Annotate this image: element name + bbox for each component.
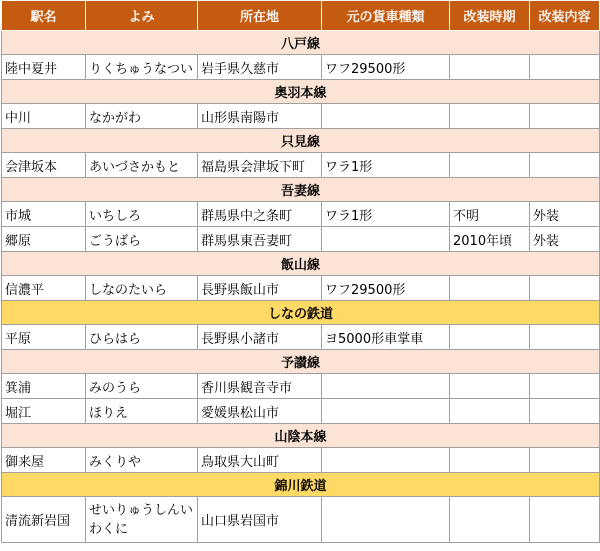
line-name: 只見線 xyxy=(2,129,600,153)
station-row xyxy=(2,202,600,227)
station-table xyxy=(1,0,600,543)
renovation-content-cell: 外装 xyxy=(530,202,600,227)
original-car-type-cell: ワフ29500形 xyxy=(322,55,450,80)
location-cell: 長野県飯山市 xyxy=(198,276,322,301)
original-car-type-cell: ワラ1形 xyxy=(322,153,450,178)
reading-cell: ひらはら xyxy=(86,325,198,350)
station-name-cell: 平原 xyxy=(2,325,86,350)
original-car-type-cell xyxy=(322,227,450,252)
renovation-content-cell xyxy=(530,497,600,543)
station-name-cell: 御来屋 xyxy=(2,448,86,473)
line-header-row xyxy=(2,129,600,153)
station-row xyxy=(2,374,600,399)
station-row xyxy=(2,227,600,252)
renovation-content-cell xyxy=(530,325,600,350)
location-cell: 愛媛県松山市 xyxy=(198,399,322,424)
line-name: 錦川鉄道 xyxy=(2,473,600,497)
reading-cell: みくりや xyxy=(86,448,198,473)
header-reading: よみ xyxy=(86,1,198,31)
line-header-row xyxy=(2,350,600,374)
renovation-content-cell xyxy=(530,374,600,399)
renovation-content-cell: 外装 xyxy=(530,227,600,252)
station-name-cell: 信濃平 xyxy=(2,276,86,301)
renovation-period-cell xyxy=(450,153,530,178)
station-name-cell: 陸中夏井 xyxy=(2,55,86,80)
renovation-period-cell xyxy=(450,399,530,424)
station-name-cell: 郷原 xyxy=(2,227,86,252)
renovation-content-cell xyxy=(530,448,600,473)
location-cell: 長野県小諸市 xyxy=(198,325,322,350)
station-row xyxy=(2,104,600,129)
renovation-period-cell: 2010年頃 xyxy=(450,227,530,252)
original-car-type-cell xyxy=(322,448,450,473)
line-header-row xyxy=(2,31,600,55)
original-car-type-cell xyxy=(322,374,450,399)
reading-cell: ほりえ xyxy=(86,399,198,424)
original-car-type-cell xyxy=(322,399,450,424)
header-row xyxy=(2,1,600,31)
location-cell: 山形県南陽市 xyxy=(198,104,322,129)
reading-cell: ごうばら xyxy=(86,227,198,252)
renovation-period-cell xyxy=(450,276,530,301)
original-car-type-cell: ワラ1形 xyxy=(322,202,450,227)
station-row xyxy=(2,448,600,473)
line-name: 山陰本線 xyxy=(2,424,600,448)
line-header-row xyxy=(2,178,600,202)
location-cell: 山口県岩国市 xyxy=(198,497,322,543)
table-body xyxy=(2,31,600,543)
renovation-content-cell xyxy=(530,276,600,301)
renovation-period-cell xyxy=(450,497,530,543)
reading-cell: なかがわ xyxy=(86,104,198,129)
renovation-period-cell xyxy=(450,325,530,350)
line-header-row xyxy=(2,252,600,276)
renovation-content-cell xyxy=(530,55,600,80)
reading-cell: しなのたいら xyxy=(86,276,198,301)
line-name: 奥羽本線 xyxy=(2,80,600,104)
renovation-period-cell: 不明 xyxy=(450,202,530,227)
reading-cell: みのうら xyxy=(86,374,198,399)
location-cell: 群馬県中之条町 xyxy=(198,202,322,227)
station-name-cell: 清流新岩国 xyxy=(2,497,86,543)
header-original-car-type: 元の貨車種類 xyxy=(322,1,450,31)
station-row xyxy=(2,55,600,80)
location-cell: 鳥取県大山町 xyxy=(198,448,322,473)
renovation-period-cell xyxy=(450,104,530,129)
location-cell: 香川県観音寺市 xyxy=(198,374,322,399)
original-car-type-cell xyxy=(322,104,450,129)
station-name-cell: 堀江 xyxy=(2,399,86,424)
station-name-cell: 箕浦 xyxy=(2,374,86,399)
renovation-period-cell xyxy=(450,374,530,399)
renovation-content-cell xyxy=(530,153,600,178)
renovation-period-cell xyxy=(450,448,530,473)
reading-cell: りくちゅうなつい xyxy=(86,55,198,80)
station-name-cell: 市城 xyxy=(2,202,86,227)
line-name: 予讃線 xyxy=(2,350,600,374)
original-car-type-cell: ヨ5000形車掌車 xyxy=(322,325,450,350)
station-row xyxy=(2,276,600,301)
line-name: 吾妻線 xyxy=(2,178,600,202)
reading-cell: あいづさかもと xyxy=(86,153,198,178)
station-row xyxy=(2,153,600,178)
renovation-period-cell xyxy=(450,55,530,80)
renovation-content-cell xyxy=(530,399,600,424)
station-name-cell: 中川 xyxy=(2,104,86,129)
line-header-row xyxy=(2,301,600,325)
line-name: 飯山線 xyxy=(2,252,600,276)
station-name-cell: 会津坂本 xyxy=(2,153,86,178)
location-cell: 福島県会津坂下町 xyxy=(198,153,322,178)
line-header-row xyxy=(2,80,600,104)
line-name: しなの鉄道 xyxy=(2,301,600,325)
renovation-content-cell xyxy=(530,104,600,129)
line-header-row xyxy=(2,424,600,448)
line-name: 八戸線 xyxy=(2,31,600,55)
station-row xyxy=(2,399,600,424)
original-car-type-cell xyxy=(322,497,450,543)
reading-cell: いちしろ xyxy=(86,202,198,227)
original-car-type-cell: ワフ29500形 xyxy=(322,276,450,301)
header-location: 所在地 xyxy=(198,1,322,31)
location-cell: 群馬県東吾妻町 xyxy=(198,227,322,252)
location-cell: 岩手県久慈市 xyxy=(198,55,322,80)
reading-cell: せいりゅうしんいわくに xyxy=(86,497,198,543)
header-renovation-period: 改装時期 xyxy=(450,1,530,31)
station-row xyxy=(2,325,600,350)
station-row xyxy=(2,497,600,543)
header-renovation-content: 改装内容 xyxy=(530,1,600,31)
line-header-row xyxy=(2,473,600,497)
header-station-name: 駅名 xyxy=(2,1,86,31)
